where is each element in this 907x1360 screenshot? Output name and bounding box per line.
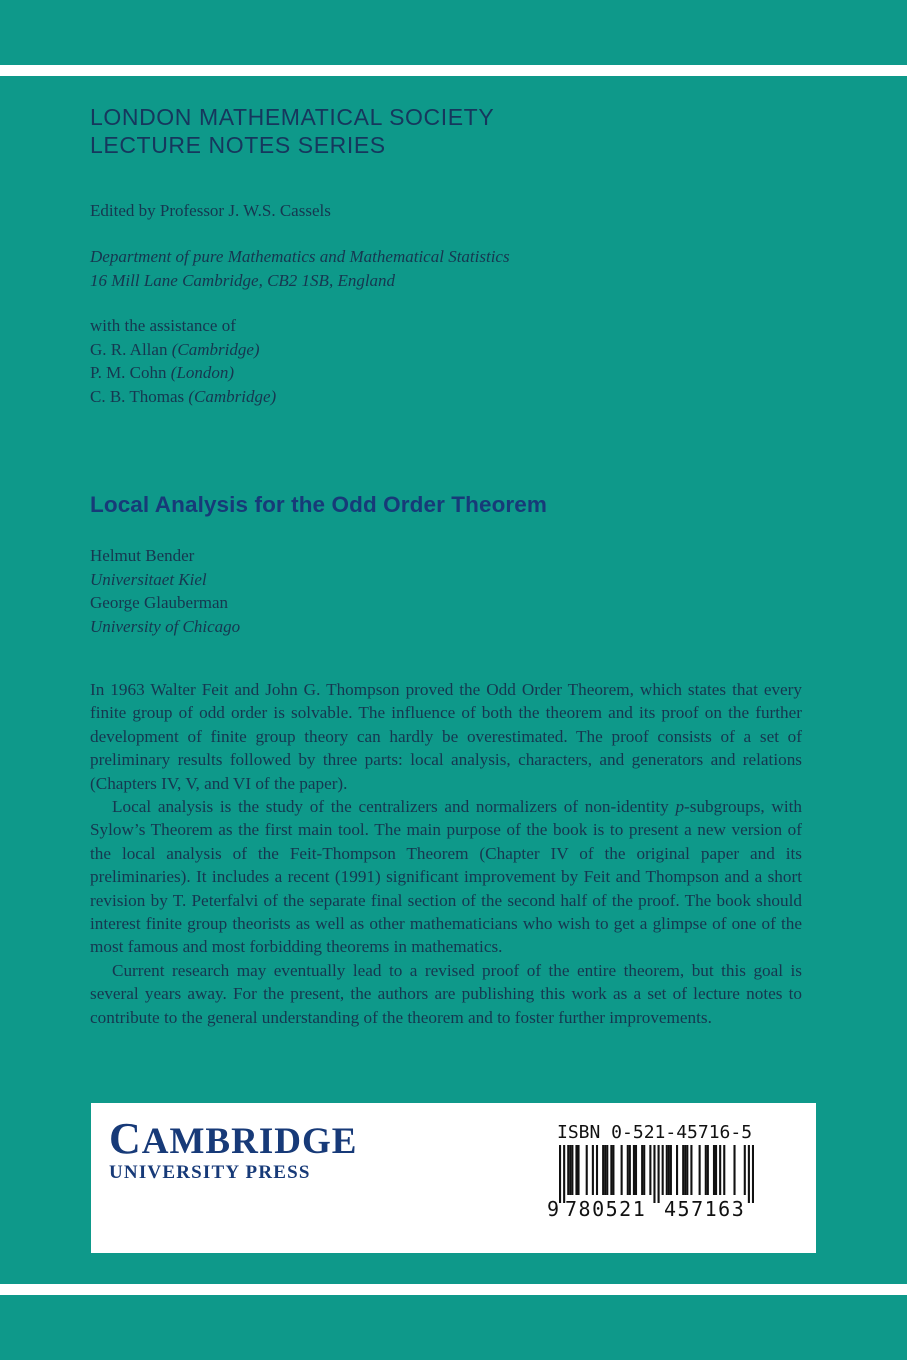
department-address [90,245,510,292]
publisher-name [109,1114,358,1163]
publisher-initial: C [109,1114,142,1163]
assistance-intro: with the assistance of [90,316,236,335]
barcode-bar [567,1145,569,1195]
assistant-entry [90,361,276,385]
barcode-bar [629,1145,631,1195]
book-title: Local Analysis for the Odd Order Theorem [90,492,548,517]
assistant-entry [90,338,276,362]
assistant-entry [90,385,276,409]
barcode-guard-bar [752,1145,754,1203]
author-affiliation: University of Chicago [90,616,241,636]
barcode-bar [705,1145,707,1195]
barcode-bar [649,1145,651,1195]
barcode-bar [682,1145,684,1195]
description-paragraph-3: Current research may eventually lead to a revised proof of the entire theorem, but this goal is several years away. For the present, the authors are publishing this work as a set of lecture notes to contribute to the general understanding of the theorem and to foster further improvements. [90,960,802,1027]
description-paragraph-2-rest: -subgroups, with Sylow’s Theorem as the first main tool. The main purpose of the book is to present a new version of the local analysis of the Feit-Thompson Theorem (Chapter IV of the original paper and its preliminaries). It includes a recent (1991) significant improvement by Feit and Thompson and a short revision by T. Peterfalvi of the separate final section of the second half of the proof. The book should interest finite group theorists as well as other mathematicians who wish to get a glimpse of one of the most famous and most forbidding theorems in mathematics. [90,797,802,957]
barcode-bar [571,1145,573,1195]
barcode-guard-bar [559,1145,561,1203]
barcode-bar [723,1145,725,1195]
assistant-name: C. B. Thomas [90,386,185,406]
barcode-bar [686,1145,688,1195]
isbn-label: ISBN 0-521-45716-5 [557,1122,753,1143]
assistant-place: (London) [170,363,235,382]
author-affiliation: Universitaet Kiel [90,569,207,589]
barcode-bar [586,1145,588,1195]
barcode-bar [569,1145,571,1195]
barcode-lead-digit: 9 [547,1197,560,1221]
barcode-guard-bar [658,1145,660,1203]
author-name: Helmut Bender [90,546,195,565]
editor-credit [90,199,331,223]
assistant-name: P. M. Cohn [90,363,167,382]
assistant-place: (Cambridge) [171,339,260,359]
assistance-list [90,314,276,408]
barcode-bar [643,1145,645,1195]
barcode-bar [604,1145,606,1195]
description-paragraph-2-start: Local analysis is the study of the centralizers and normalizers of non-identity [112,797,676,817]
series-title [90,103,494,159]
barcode-bar [577,1145,579,1195]
barcode-bar [670,1145,672,1195]
barcode-bar [666,1145,668,1195]
barcode-digits-right: 457163 [664,1197,746,1221]
department-line-2: 16 Mill Lane Cambridge, CB2 1SB, England [90,270,396,290]
publisher-name-rest: AMBRIDGE [141,1121,358,1162]
publisher-subtitle: UNIVERSITY PRESS [109,1162,311,1183]
department-line-1: Department of pure Mathematics and Mathematical Statistics [90,247,510,266]
barcode-bar [610,1145,612,1195]
author-name: George Glauberman [90,593,228,612]
barcode-bar [713,1145,715,1195]
barcode-bar [690,1145,692,1195]
bottom-white-stripe [0,1284,907,1295]
assistant-name: G. R. Allan [90,339,168,359]
barcode-bar [635,1145,637,1195]
barcode-bar [676,1145,678,1195]
barcode-guard-bar [563,1145,565,1203]
barcode-bar [575,1145,577,1195]
author-list [90,544,240,638]
barcode-bar [719,1145,721,1195]
barcode-bar [668,1145,670,1195]
barcode-bar [612,1145,614,1195]
barcode-bar [602,1145,604,1195]
barcode-bar [621,1145,623,1195]
description-paragraph-2 [90,795,802,959]
description-paragraph-1: In 1963 Walter Feit and John G. Thompson proved the Odd Order Theorem, which states that every finite group of odd order is solvable. The influence of both the theorem and its proof on the further development of finite group theory can hardly be overestimated. The proof consists of a set of preliminary results followed by three parts: local analysis, characters, and generators and relations (Chapters IV, V, and VI of the paper). [90,680,802,793]
barcode-bar [627,1145,629,1195]
barcode-bar [715,1145,717,1195]
barcode-bar [733,1145,735,1195]
barcode-guard-bar [748,1145,750,1203]
barcode-bar [596,1145,598,1195]
editor-line: Edited by Professor J. W.S. Cassels [90,201,331,220]
cambridge-logo [109,1114,358,1184]
barcode-bar [641,1145,643,1195]
barcode-bar [606,1145,608,1195]
barcode-bar [684,1145,686,1195]
barcode-bar [633,1145,635,1195]
barcode-bar [592,1145,594,1195]
series-title-line-1: LONDON MATHEMATICAL SOCIETY [90,104,495,130]
barcode-bar [707,1145,709,1195]
barcode-bar [699,1145,701,1195]
barcode-digits-left: 780521 [565,1197,647,1221]
barcode-bar [744,1145,746,1195]
barcode-guard-bar [653,1145,655,1203]
assistant-place: (Cambridge) [188,386,277,406]
publisher-panel [91,1103,816,1253]
series-title-line-2: LECTURE NOTES SERIES [90,132,386,158]
book-description [90,678,802,1029]
description-p-symbol: p [675,797,685,817]
barcode-bar [662,1145,664,1195]
top-white-stripe [0,65,907,76]
